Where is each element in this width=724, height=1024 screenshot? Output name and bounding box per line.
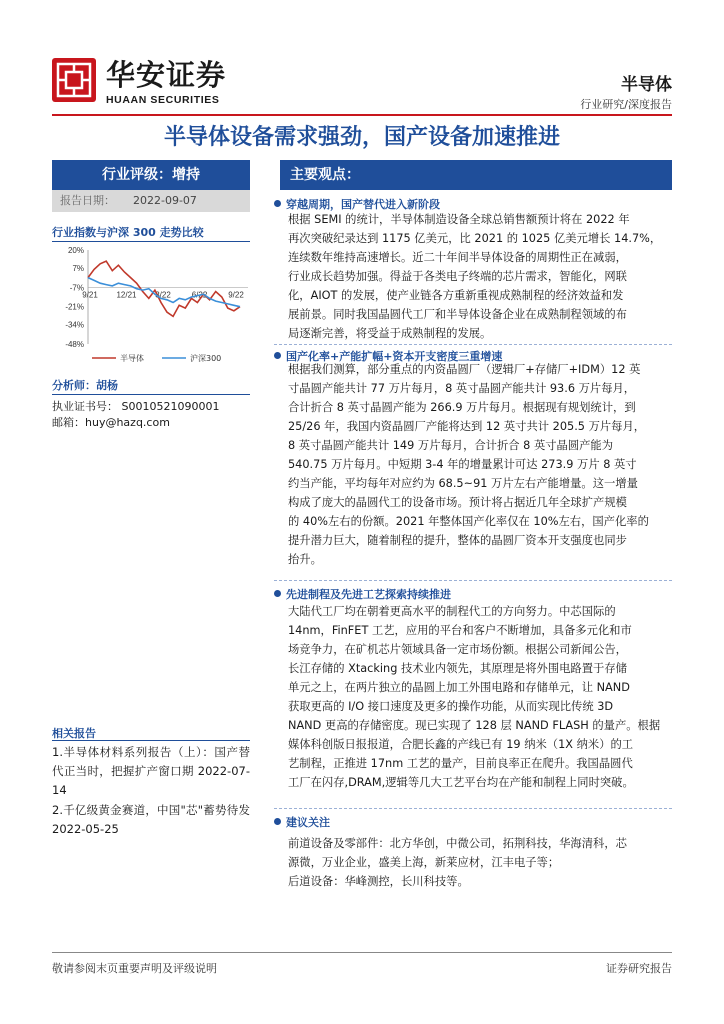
legend-label: 沪深300 (190, 354, 222, 363)
section-heading-text: 国产化率+产能扩幅+资本开支密度三重增速 (286, 350, 503, 363)
paragraph-line: 约当产能，平均每年对应约为 68.5~91 万片左右产能增量。这一增量 (288, 477, 638, 490)
report-type: 行业研究/深度报告 (580, 98, 672, 111)
bullet-icon (274, 818, 281, 825)
related-reports-title: 相关报告 (52, 727, 96, 740)
paragraph-line: 连续数年维持高速增长。近二十年间半导体设备的周期性正在减弱， (288, 251, 627, 264)
section-heading-text: 建议关注 (286, 816, 330, 829)
chart-title: 行业指数与沪深 300 走势比较 (52, 226, 204, 239)
section-paragraph (288, 602, 668, 792)
section-divider (274, 344, 672, 345)
sector-label: 半导体 (621, 75, 672, 95)
x-tick-label: 9/22 (228, 290, 244, 300)
main-points-title: 主要观点： (280, 160, 672, 190)
section-paragraph (288, 210, 668, 343)
x-tick-label: 3/22 (155, 290, 171, 300)
company-logo (52, 58, 230, 108)
paragraph-line: 长江存储的 Xtacking 技术业内领先，其原理是将外围电路置于存储 (288, 662, 627, 675)
report-date-value: 2022-09-07 (133, 194, 197, 207)
paragraph-line: 的 40%左右的份额。2021 年整体国产化率仅在 10%左右，国产化率的 (288, 515, 649, 528)
paragraph-line: 25/26 年，我国内资晶圆厂产能将达到 12 英寸共计 205.5 万片每月， (288, 420, 646, 433)
analyst-divider (52, 394, 250, 395)
paragraph-line: 再次突破纪录达到 1175 亿美元，比 2021 的 1025 亿美元增长 14.7%， (288, 232, 662, 245)
paragraph-line: 后道设备：华峰测控，长川科技等。 (288, 875, 469, 888)
x-tick-label: 12/21 (116, 290, 137, 300)
y-tick-label: -21% (65, 302, 84, 312)
bullet-icon (274, 590, 281, 597)
paragraph-line: 合计折合 8 英寸晶圆产能为 266.9 万片每月。根据现有规划统计，到 (288, 401, 636, 414)
paragraph-line: 14nm，FinFET 工艺，应用的平台和客户不断增加，具备多元化和市 (288, 624, 632, 637)
header-divider (52, 114, 672, 116)
x-tick-label: 9/21 (82, 290, 98, 300)
paragraph-line: NAND 更高的存储密度。现已实现了 128 层 NAND FLASH 的量产。根据 (288, 719, 661, 732)
logo-name-en: HUAAN SECURITIES (106, 94, 220, 106)
analyst-cert: 执业证书号： S0010521090001 (52, 400, 220, 413)
paragraph-line: 展前景。同时我国晶圆代工厂和半导体设备企业在成熟制程领域的布 (288, 308, 627, 321)
paragraph-line: 媒体科创版日报报道，合肥长鑫的产线已有 19 纳米（1X 纳米）的工 (288, 738, 634, 751)
paragraph-line: 行业成长趋势加强。得益于各类电子终端的芯片需求，智能化，网联 (288, 270, 627, 283)
section-paragraph (288, 834, 668, 891)
bullet-icon (274, 200, 281, 207)
paragraph-line: 艺制程，正推进 17nm 工艺的量产，目前良率正在爬升。我国晶圆代 (288, 757, 633, 770)
paragraph-line: 源微，万业企业，盛美上海，新莱应材，江丰电子等； (288, 856, 560, 869)
analyst-email: 邮箱：huy@hazq.com (52, 416, 170, 429)
section-divider (274, 580, 672, 581)
paragraph-line: 局逐渐完善，将受益于成熟制程的发展。 (288, 327, 492, 340)
paragraph-line: 工厂在闪存,DRAM,逻辑等几大工艺平台均在产能和制程上同时突破。 (288, 776, 634, 789)
y-tick-label: 20% (67, 246, 84, 255)
paragraph-line: 单元之上，在两片独立的晶圆上加工外围电路和存储单元，让 NAND (288, 681, 630, 694)
chart-title-divider (52, 241, 250, 242)
section-heading-text: 先进制程及先进工艺探索持续推进 (286, 588, 451, 601)
paragraph-line: 化，AIOT 的发展，使产业链各方重新重视成熟制程的经济效益和发 (288, 289, 624, 302)
paragraph-line: 8 英寸晶圆产能共计 149 万片每月，合计折合 8 英寸晶圆产能为 (288, 439, 614, 452)
paragraph-line: 根据 SEMI 的统计，半导体制造设备全球总销售额预计将在 2022 年 (288, 213, 630, 226)
report-date-label: 报告日期： (60, 194, 115, 207)
paragraph-line: 前道设备及零部件：北方华创，中微公司，拓荆科技，华海清科，芯 (288, 837, 627, 850)
industry-rating: 行业评级：增持 (52, 160, 250, 190)
footer-disclaimer: 敬请参阅末页重要声明及评级说明 (52, 962, 217, 975)
paragraph-line: 构成了庞大的晶圆代工的设备市场。预计将占据近几年全球扩产规模 (288, 496, 627, 509)
paragraph-line: 抬升。 (288, 553, 322, 566)
footer-divider (52, 952, 672, 953)
related-report-item[interactable]: 2.千亿级黄金赛道，中国"芯"蓄势待发 2022-05-25 (52, 803, 250, 836)
paragraph-line: 大陆代工厂均在朝着更高水平的制程代工的方向努力。中芯国际的 (288, 605, 616, 618)
section-paragraph (288, 360, 668, 569)
section-heading (274, 586, 451, 602)
report-title: 半导体设备需求强劲，国产设备加速推进 (163, 124, 560, 150)
bullet-icon (274, 352, 281, 359)
y-tick-label: -48% (65, 340, 84, 349)
section-heading-text: 穿越周期，国产替代进入新阶段 (286, 198, 440, 211)
paragraph-line: 提升潜力巨大，随着制程的提升，整体的晶圆厂资本开支强度也同步 (288, 534, 627, 547)
footer-report-label: 证券研究报告 (606, 962, 672, 975)
y-tick-label: -7% (69, 283, 84, 293)
related-divider (52, 740, 250, 741)
legend-label: 半导体 (120, 354, 144, 363)
paragraph-line: 540.75 万片每月。中短期 3-4 年的增量累计可达 273.9 万片 8 英寸 (288, 458, 637, 471)
x-tick-label: 6/22 (191, 290, 208, 300)
paragraph-line: 寸晶圆产能共计 77 万片每月，8 英寸晶圆产能共计 93.6 万片每月， (288, 382, 636, 395)
paragraph-line: 场竞争力，在矿机芯片领域具备一定市场份额。根据公司新闻公告， (288, 643, 627, 656)
logo-seal-icon (52, 58, 96, 102)
report-date (52, 190, 250, 212)
section-heading (274, 814, 330, 830)
index-comparison-chart (52, 244, 250, 369)
y-tick-label: -34% (65, 320, 84, 330)
related-report-item[interactable]: 1.半导体材料系列报告（上）：国产替代正当时，把握扩产窗口期 2022-07-14 (52, 745, 250, 797)
y-tick-label: 7% (72, 263, 84, 273)
paragraph-line: 根据我们测算，部分重点的内资晶圆厂（逻辑厂+存储厂+IDM）12 英 (288, 363, 641, 376)
series-line (88, 261, 240, 316)
logo-name-cn: 华安证券 (106, 58, 227, 92)
section-divider (274, 808, 672, 809)
analyst-title: 分析师：胡杨 (52, 379, 118, 392)
paragraph-line: 获取更高的 I/O 接口速度及更多的操作功能，从而实现比传统 3D (288, 700, 614, 713)
